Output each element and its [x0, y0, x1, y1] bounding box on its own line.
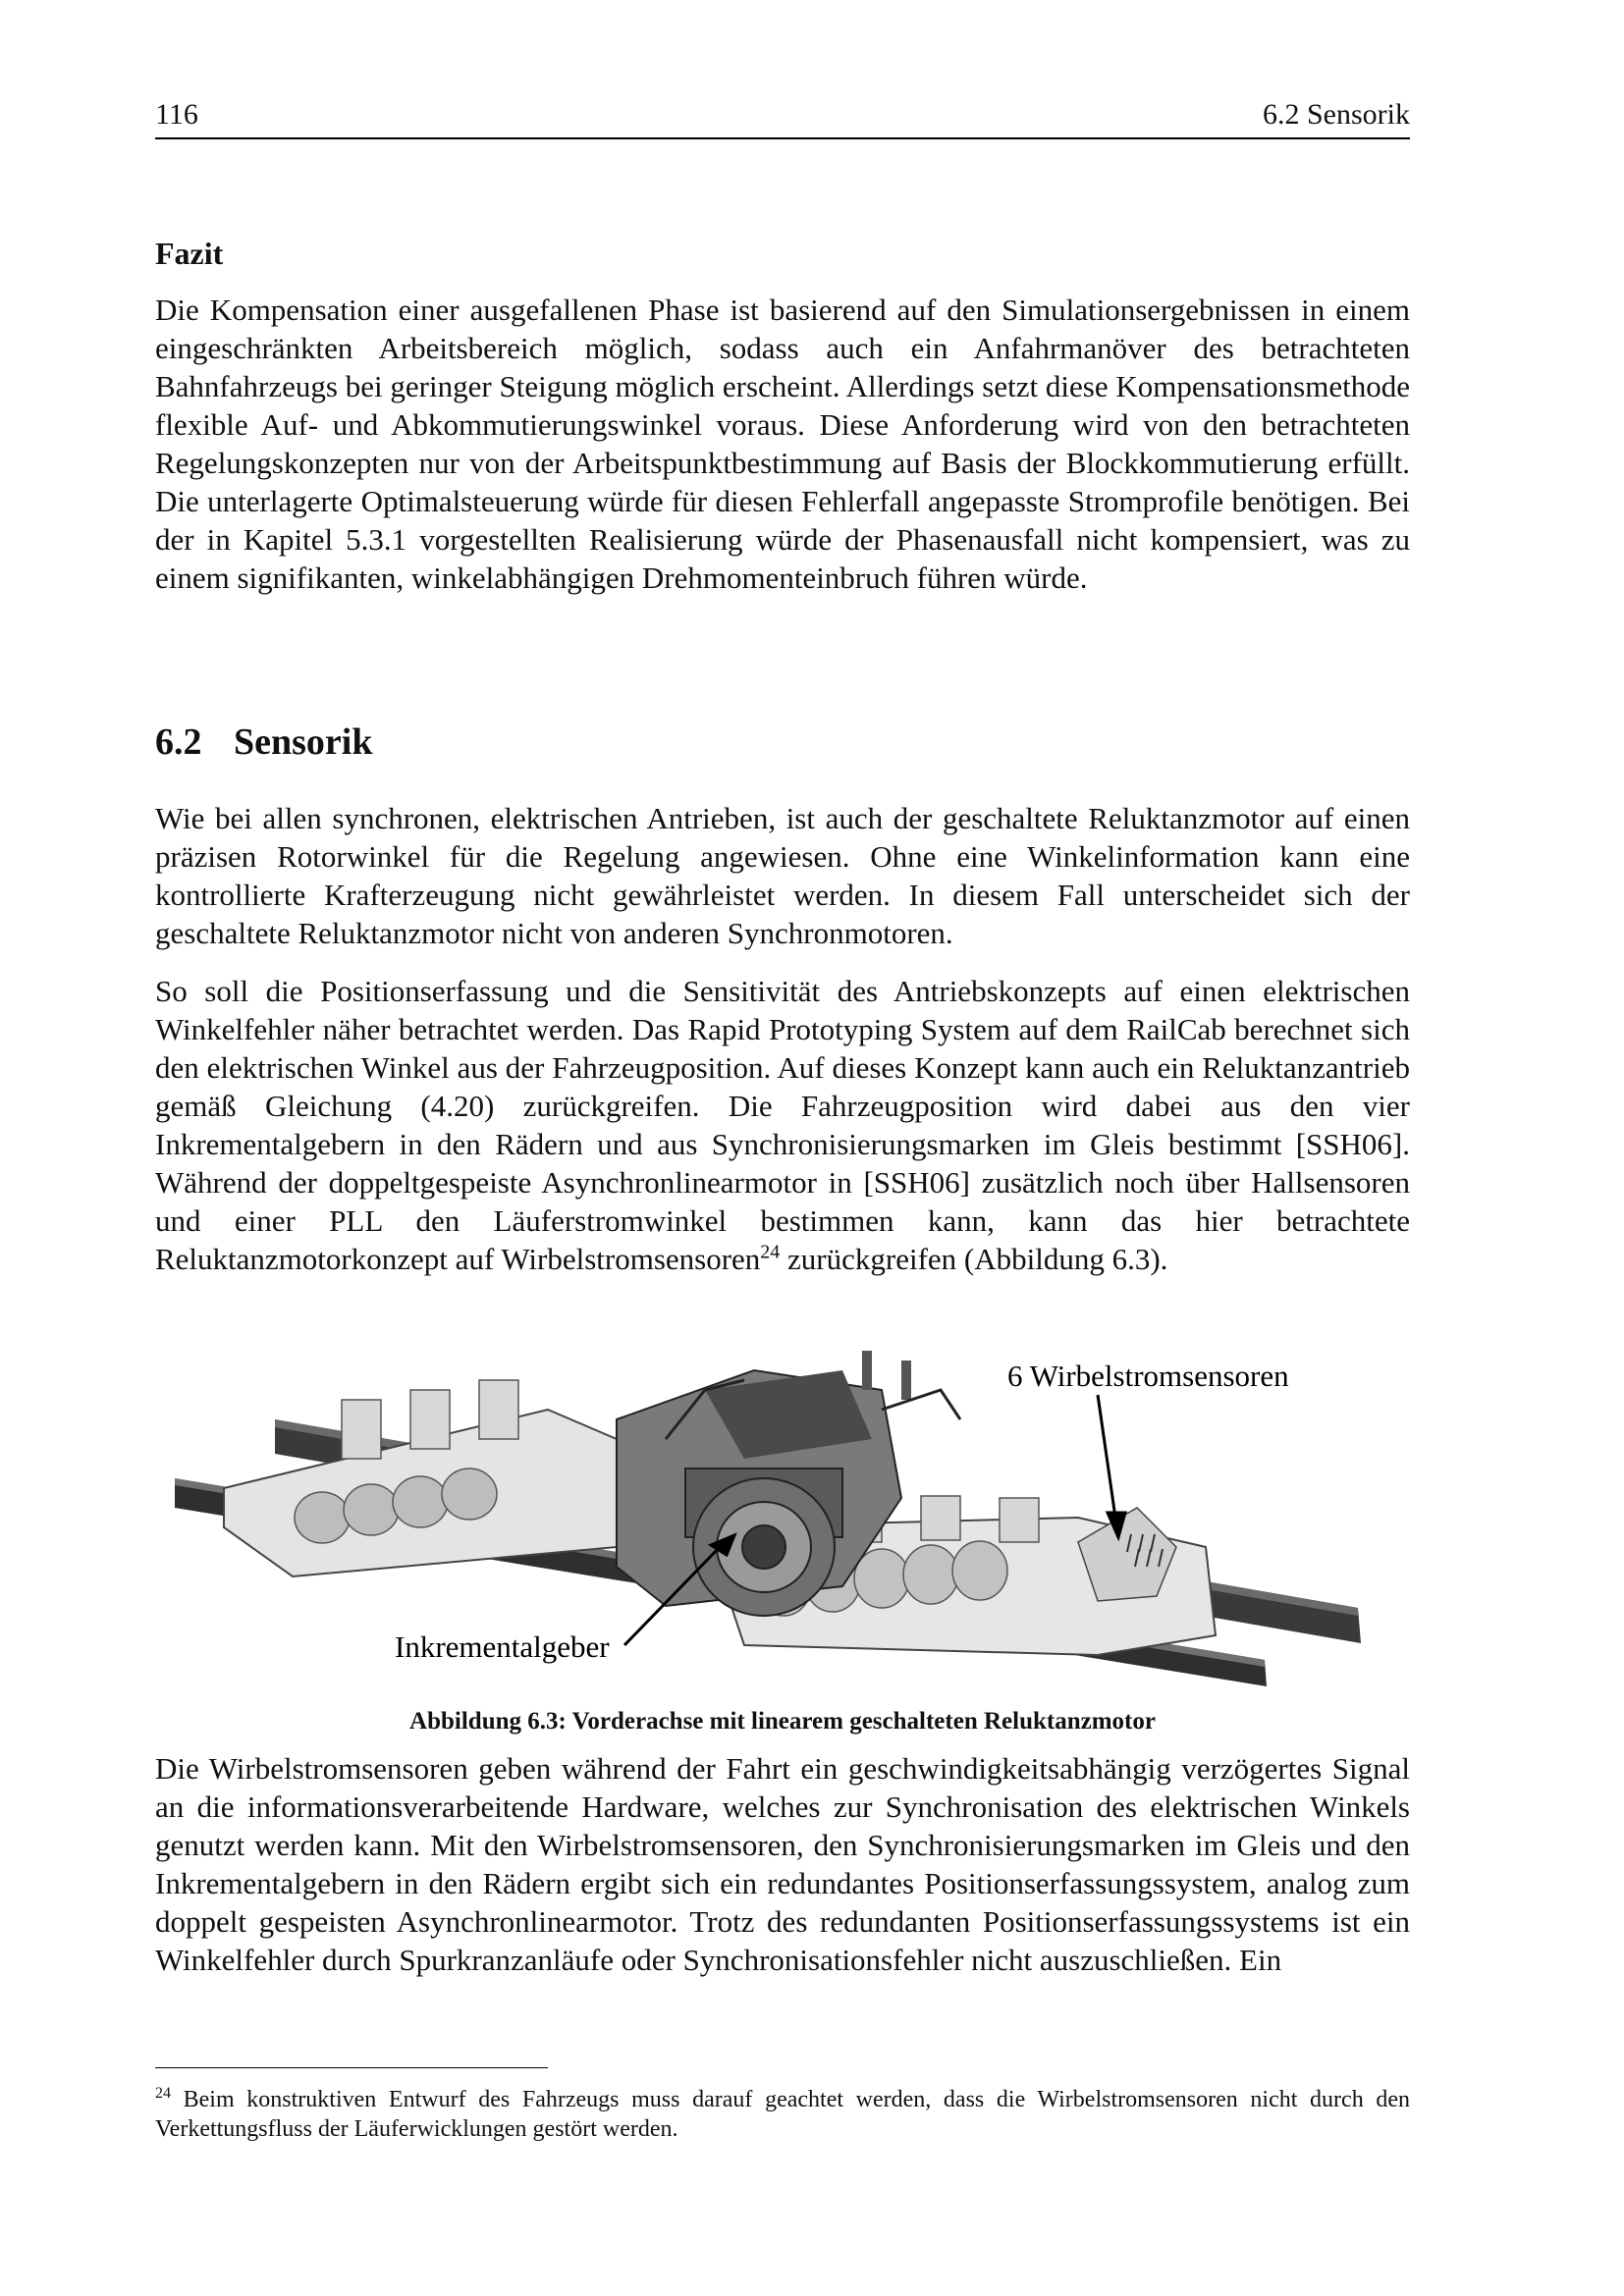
fazit-paragraph: Die Kompensation einer ausgefallenen Phase ist basierend auf den Simulationsergebnissen in einem eingeschränkten Arbeitsbereich möglich, sodass auch ein Anfahrmanöver des betrachteten Bahnfahrzeugs bei geringer Steigung möglich erscheint. Allerdings setzt diese Kompensationsmethode flexible Auf- und Abkommutierungswinkel voraus. Diese Anforderung wird von den betrachteten Regelungskonzepten nur von der Arbeitspunktbestimmung auf Basis der Blockkommutierung erfüllt. Die unterlagerte Optimalsteuerung würde für diesen Fehlerfall angepasste Stromprofile benötigen. Bei der in Kapitel 5.3.1 vorgestellten Realisierung würde der Phasenausfall nicht kompensiert, was zu einem signifikanten, winkelabhängigen Drehmomenteinbruch führen würde.: [155, 293, 1410, 595]
fazit-heading: Fazit: [155, 236, 224, 271]
arrow-sensors: [1098, 1395, 1125, 1537]
footnote: [155, 2085, 1410, 2144]
label-encoder: Inkrementalgeber: [395, 1629, 610, 1664]
section-heading: [155, 721, 372, 764]
figure-front-axle: [155, 1351, 1410, 1704]
footnote-text: Beim konstruktiven Entwurf des Fahrzeugs muss darauf geachtet werden, dass die Wirbelstromsensoren nicht durch den Verkettungsfluss der Läuferwicklungen gestört werden.: [155, 2087, 1410, 2142]
sensorik-paragraph-2: [155, 972, 1410, 1278]
footnote-reference[interactable]: 24: [760, 1241, 781, 1263]
section-number: 6.2: [155, 721, 202, 763]
running-header: [155, 98, 1410, 139]
figure-caption: Abbildung 6.3: Vorderachse mit linearem geschalteten Reluktanzmotor: [409, 1708, 1156, 1735]
footnote-divider: [155, 2067, 548, 2068]
paragraph-2-tail: zurückgreifen (Abbildung 6.3).: [780, 1242, 1168, 1276]
sensorik-paragraph-1: Wie bei allen synchronen, elektrischen Antrieben, ist auch der geschaltete Reluktanzmotor auf einen präzisen Rotorwinkel für die Regelung angewiesen. Ohne eine Winkelinformation kann eine kontrollierte Krafterzeugung nicht gewährleistet werden. In diesem Fall unterscheidet sich der geschaltete Reluktanzmotor nicht von anderen Synchronmotoren.: [155, 801, 1410, 950]
paragraph-2-main: So soll die Positionserfassung und die Sensitivität des Antriebskonzepts auf einen elektrischen Winkelfehler näher betrachtet werden. Das Rapid Prototyping System auf dem RailCab berechnet sich den elektrischen Winkel aus der Fahrzeugposition. Auf dieses Konzept kann auch ein Reluktanzantrieb gemäß Gleichung (4.20) zurückgreifen. Die Fahrzeugposition wird dabei aus den vier Inkrementalgebern in den Rädern und aus Synchronisierungsmarken im Gleis bestimmt [SSH06]. Während der doppeltgespeiste Asynchronlinearmotor in [SSH06] zusätzlich noch über Hallsensoren und einer PLL den Läuferstromwinkel bestimmen kann, kann das hier betrachtete Reluktanzmotorkonzept auf Wirbelstromsensoren: [155, 974, 1410, 1276]
sensorik-paragraph-3: Die Wirbelstromsensoren geben während der Fahrt ein geschwindigkeitsabhängig verzögertes Signal an die informationsverarbeitende Hardware, welches zur Synchronisation des elektrischen Winkels genutzt werden kann. Mit den Wirbelstromsensoren, den Synchronisierungsmarken im Gleis und den Inkrementalgebern in den Rädern ergibt sich ein redundantes Positionserfassungssystem, analog zum doppelt gespeisten Asynchronlinearmotor. Trotz des redundanten Positionserfassungssystems ist ein Winkelfehler durch Spurkranzanläufe oder Synchronisationsfehler nicht auszuschließen. Ein: [155, 1751, 1410, 1977]
running-section-title: 6.2 Sensorik: [1263, 98, 1410, 131]
footnote-mark: 24: [155, 2085, 171, 2102]
page-number: 116: [155, 98, 198, 131]
label-sensors: 6 Wirbelstromsensoren: [1007, 1359, 1289, 1393]
section-title: Sensorik: [234, 721, 373, 763]
